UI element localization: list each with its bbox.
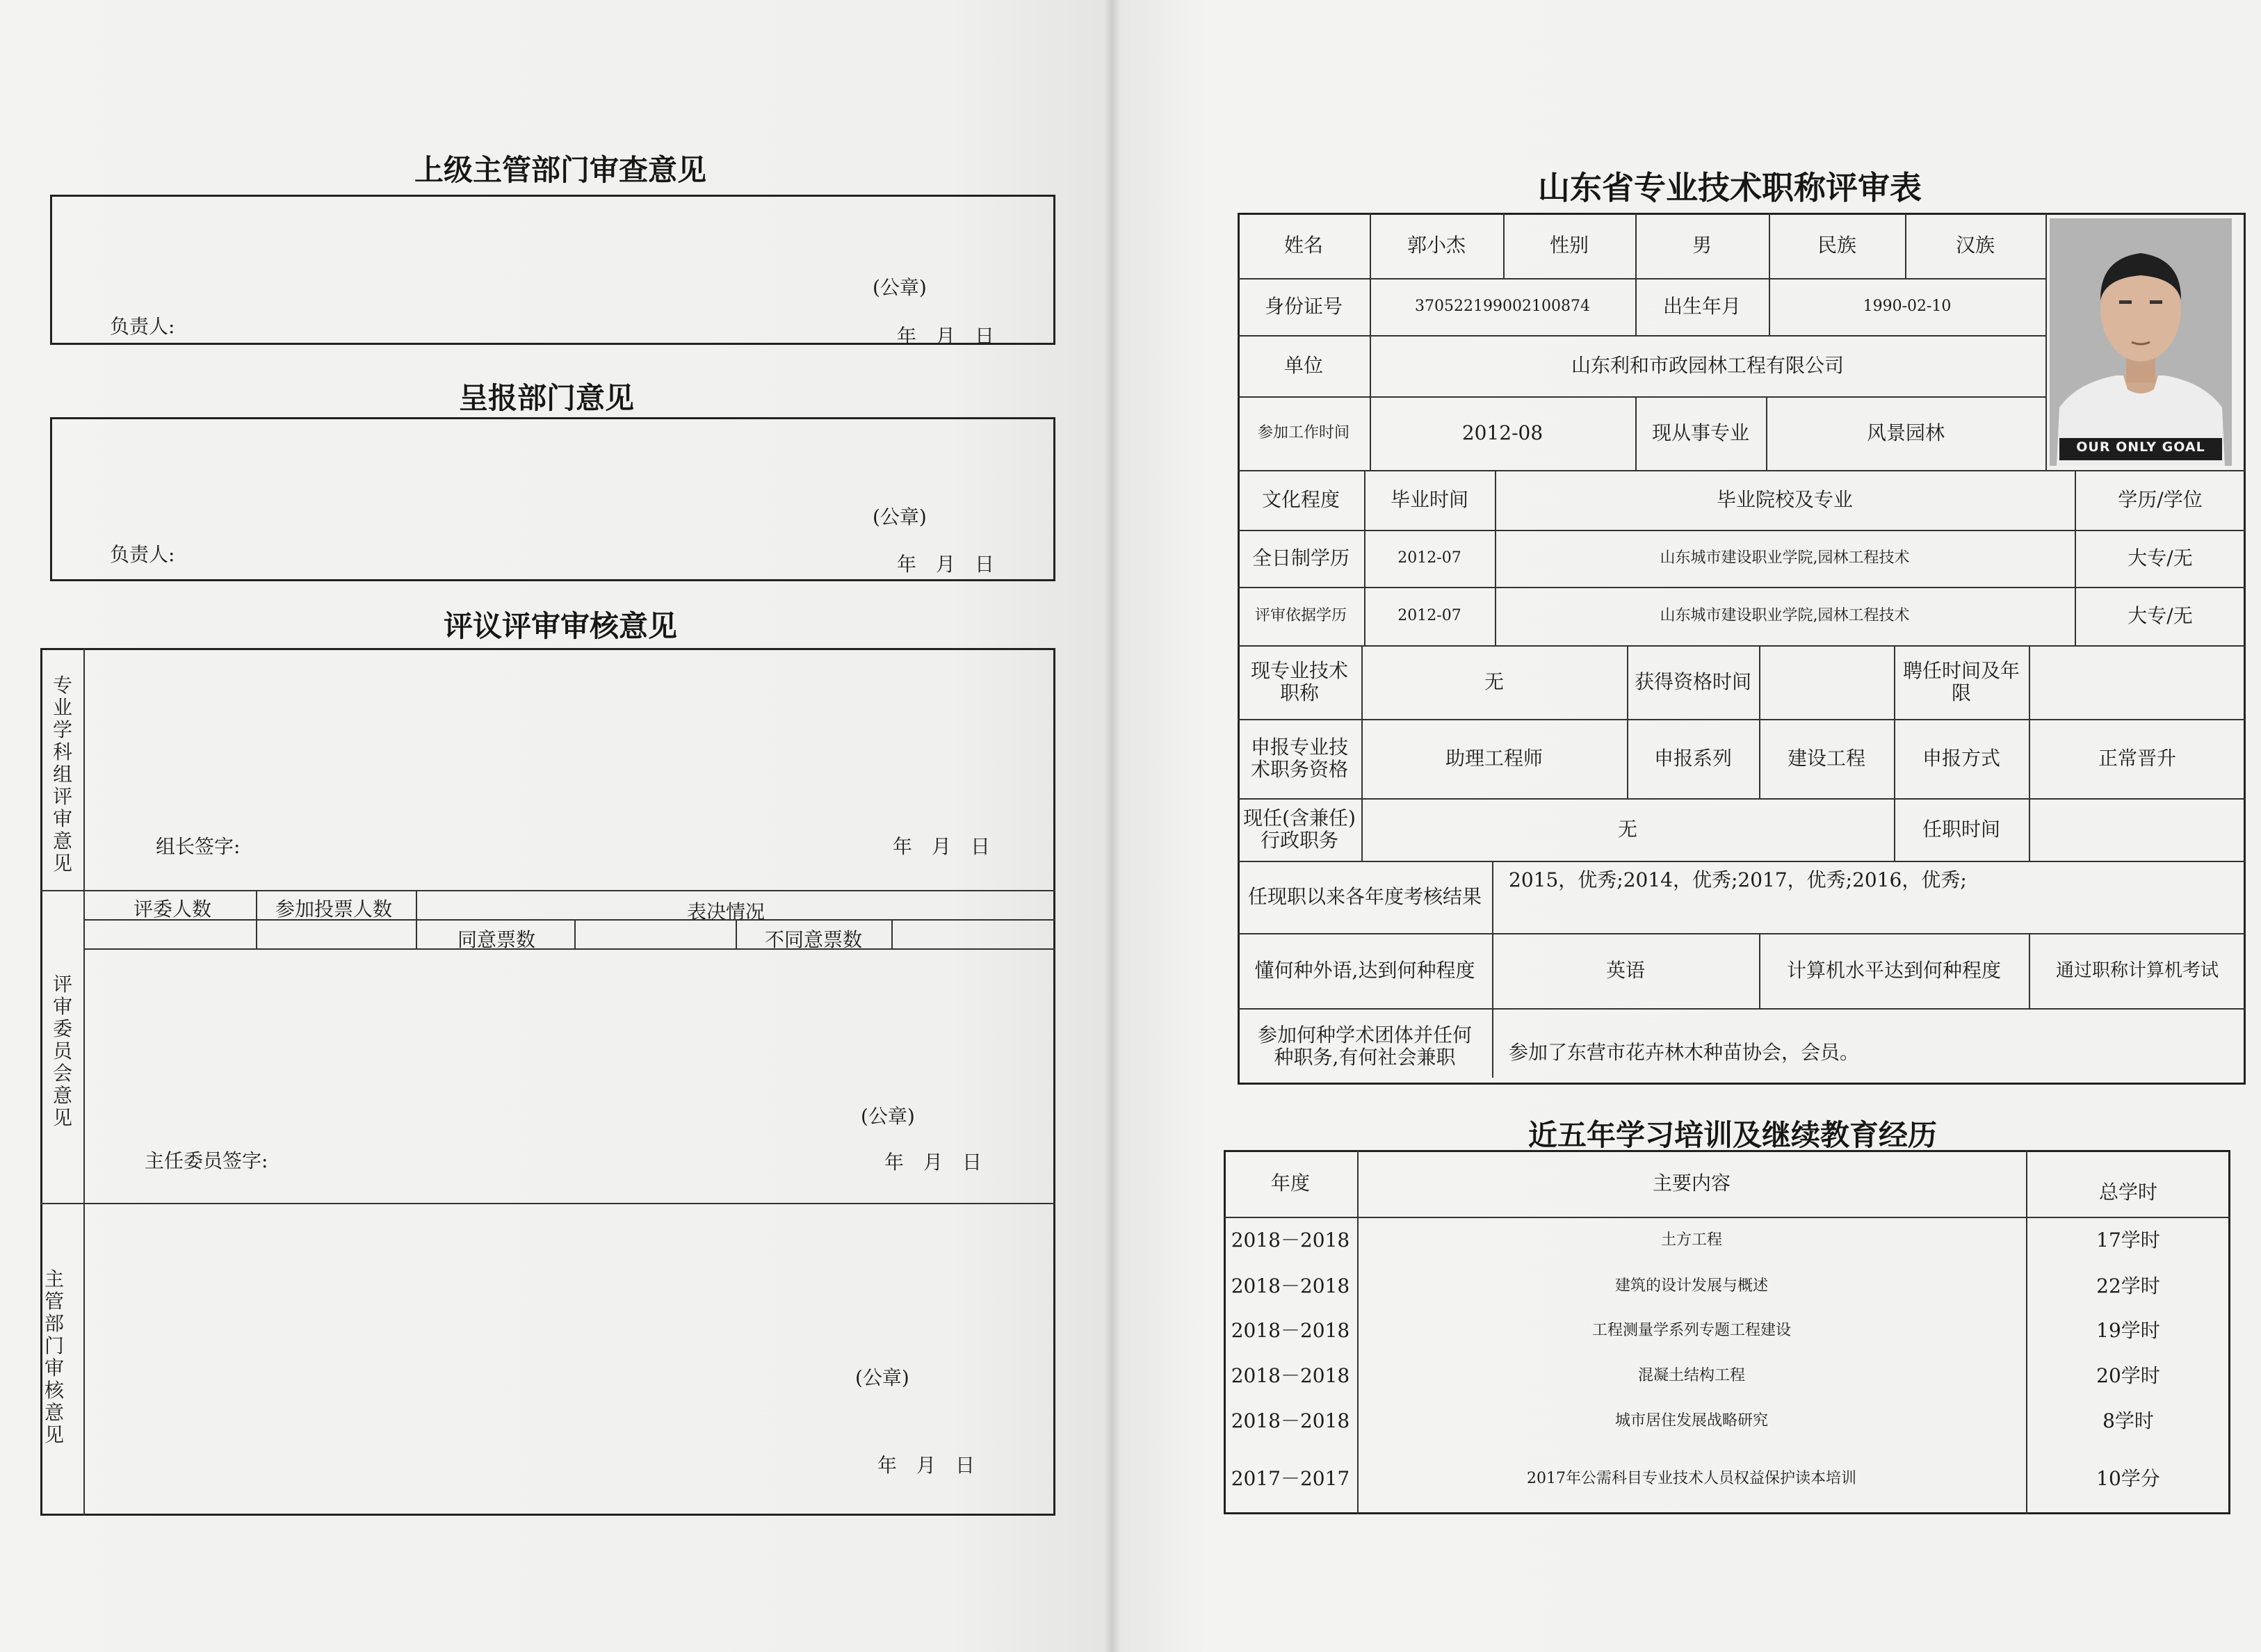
gender-label: 性别 — [1549, 234, 1589, 257]
lang-label: 懂何种外语,达到何种程度 — [1254, 959, 1475, 982]
assess-value: 2015，优秀;2014，优秀;2017，优秀;2016，优秀; — [1509, 868, 1967, 891]
obtain-time-label: 获得资格时间 — [1634, 670, 1751, 693]
vote-col-line-2 — [416, 890, 417, 948]
lang-value: 英语 — [1605, 959, 1645, 982]
unit-value: 山东利和市政园林工程有限公司 — [1571, 354, 1844, 377]
dept-review-label: 主管部门审核意见 — [44, 1268, 64, 1446]
dept-seal: (公章) — [855, 1366, 909, 1389]
vote-col-line-4 — [736, 919, 737, 948]
training-year-cell: 2017－2017 — [1231, 1467, 1350, 1490]
dept-date: 年 月 日 — [877, 1454, 975, 1477]
training-year-cell: 2018－2018 — [1231, 1409, 1350, 1432]
section1-date: 年 月 日 — [897, 325, 995, 348]
basis-school: 山东城市建设职业学院,园林工程技术 — [1660, 607, 1910, 624]
apply-label: 申报专业技术职务资格 — [1250, 736, 1348, 781]
tenure-label: 任职时间 — [1922, 818, 2000, 841]
degree-label: 学历/学位 — [2118, 488, 2203, 511]
training-hours-cell: 20学时 — [2096, 1364, 2160, 1387]
vote-col-line-1 — [256, 890, 257, 948]
group-date: 年 月 日 — [893, 835, 991, 858]
group-sign: 组长签字: — [156, 835, 241, 858]
method-value: 正常晋升 — [2098, 747, 2176, 770]
work-start-value: 2012-08 — [1461, 421, 1543, 444]
basis-degree: 大专/无 — [2128, 604, 2193, 627]
training-content-cell: 建筑的设计发展与概述 — [1614, 1277, 1768, 1295]
training-year-cell: 2018－2018 — [1231, 1364, 1350, 1387]
computer-label: 计算机水平达到何种程度 — [1786, 959, 2001, 982]
photo-shirt-text: OUR ONLY GOAL — [2076, 439, 2205, 455]
basis-label: 评审依据学历 — [1254, 607, 1347, 624]
id-value: 370522199002100874 — [1415, 298, 1590, 315]
section2-title: 呈报部门意见 — [459, 381, 635, 415]
admin-value: 无 — [1617, 818, 1637, 841]
applicant-photo — [2050, 218, 2232, 466]
training-hours-cell: 10学分 — [2096, 1467, 2160, 1490]
assess-label: 任现职以来各年度考核结果 — [1247, 885, 1482, 908]
ethnicity-label: 民族 — [1817, 234, 1856, 257]
training-content-cell: 混凝土结构工程 — [1637, 1367, 1745, 1384]
vote-col-line-3 — [574, 919, 576, 948]
work-start-label: 参加工作时间 — [1257, 424, 1350, 442]
fulltime-label: 全日制学历 — [1251, 546, 1350, 569]
training-year-cell: 2018－2018 — [1231, 1319, 1350, 1342]
committee-date: 年 月 日 — [884, 1151, 982, 1174]
training-hours-cell: 17学时 — [2096, 1229, 2160, 1252]
vote-header-line-1 — [83, 919, 1055, 921]
page-fold — [1104, 0, 1121, 1652]
training-title: 近五年学习培训及继续教育经历 — [1528, 1118, 1938, 1152]
committee-label: 评审委员会意见 — [52, 973, 72, 1129]
admin-label: 现任(含兼任)行政职务 — [1243, 807, 1356, 852]
committee-sign: 主任委员签字: — [145, 1149, 268, 1172]
major-value: 风景园林 — [1866, 421, 1945, 444]
birth-label: 出生年月 — [1662, 295, 1741, 318]
series-label: 申报系列 — [1653, 747, 1732, 770]
major-label: 现从事专业 — [1651, 421, 1749, 444]
section2-date: 年 月 日 — [897, 553, 995, 576]
computer-value: 通过职称计算机考试 — [2055, 960, 2219, 981]
fulltime-school: 山东城市建设职业学院,园林工程技术 — [1660, 549, 1910, 567]
photo-col-line — [2045, 213, 2047, 470]
portrait-illustration — [2050, 218, 2232, 466]
section1-title: 上级主管部门审查意见 — [414, 153, 707, 187]
section3-label-divider — [83, 648, 85, 1516]
fulltime-time: 2012-07 — [1397, 549, 1461, 567]
section3-title: 评议评审审核意见 — [444, 609, 678, 643]
form-title: 山东省专业技术职称评审表 — [1538, 169, 1922, 206]
society-value: 参加了东营市花卉林木种苗协会，会员。 — [1509, 1041, 1860, 1064]
current-title-value: 无 — [1484, 670, 1504, 693]
edu-label: 文化程度 — [1261, 488, 1340, 511]
unit-label: 单位 — [1283, 354, 1323, 377]
col-content: 主要内容 — [1652, 1172, 1731, 1195]
training-year-cell: 2018－2018 — [1231, 1229, 1350, 1252]
birth-value: 1990-02-10 — [1863, 298, 1952, 315]
col-result: 表决情况 — [687, 900, 765, 923]
section3-divider-1 — [40, 890, 1055, 891]
id-label: 身份证号 — [1264, 295, 1343, 318]
group-review-label: 专业学科组评审意见 — [52, 674, 72, 875]
current-title-label: 现专业技术职称 — [1250, 659, 1348, 704]
training-content-cell: 土方工程 — [1660, 1231, 1722, 1249]
vote-col-line-5 — [891, 919, 893, 948]
name-value: 郭小杰 — [1407, 234, 1466, 257]
apply-value: 助理工程师 — [1445, 747, 1543, 770]
vote-header-line-2 — [83, 948, 1055, 950]
training-year-cell: 2018－2018 — [1231, 1274, 1350, 1297]
col-hours: 总学时 — [2098, 1181, 2157, 1204]
appoint-value — [2029, 645, 2246, 719]
col-disagree: 不同意票数 — [765, 928, 863, 951]
col-year: 年度 — [1270, 1172, 1310, 1195]
basis-time: 2012-07 — [1397, 607, 1461, 624]
name-label: 姓名 — [1283, 234, 1323, 257]
grad-time-label: 毕业时间 — [1390, 488, 1468, 511]
training-hours-cell: 8学时 — [2102, 1409, 2154, 1432]
training-content-cell: 城市居住发展战略研究 — [1614, 1412, 1768, 1430]
society-label: 参加何种学术团体并任何种职务,有何社会兼职 — [1257, 1023, 1472, 1069]
appoint-label: 聘任时间及年限 — [1902, 659, 2020, 704]
section2-seal: (公章) — [873, 505, 927, 528]
section2-person: 负责人: — [110, 543, 175, 566]
school-label: 毕业院校及专业 — [1716, 488, 1853, 511]
series-value: 建设工程 — [1787, 747, 1865, 770]
training-hours-cell: 19学时 — [2096, 1319, 2160, 1342]
col-agree: 同意票数 — [457, 928, 536, 951]
col-voters: 参加投票人数 — [275, 898, 393, 921]
section1-person: 负责人: — [110, 315, 175, 338]
training-content-cell: 工程测量学系列专题工程建设 — [1591, 1322, 1791, 1339]
method-label: 申报方式 — [1922, 747, 2000, 770]
section1-seal: (公章) — [873, 276, 927, 299]
ethnicity-value: 汉族 — [1955, 234, 1995, 257]
section3-divider-2 — [40, 1203, 1055, 1204]
training-hours-cell: 22学时 — [2096, 1274, 2160, 1297]
committee-seal: (公章) — [861, 1105, 915, 1128]
fulltime-degree: 大专/无 — [2128, 546, 2193, 569]
gender-value: 男 — [1692, 234, 1712, 257]
tenure-value — [2029, 798, 2246, 861]
obtain-time-value — [1759, 645, 1894, 719]
col-members: 评委人数 — [133, 898, 212, 921]
training-content-cell: 2017年公需科目专业技术人员权益保护读本培训 — [1527, 1470, 1856, 1487]
